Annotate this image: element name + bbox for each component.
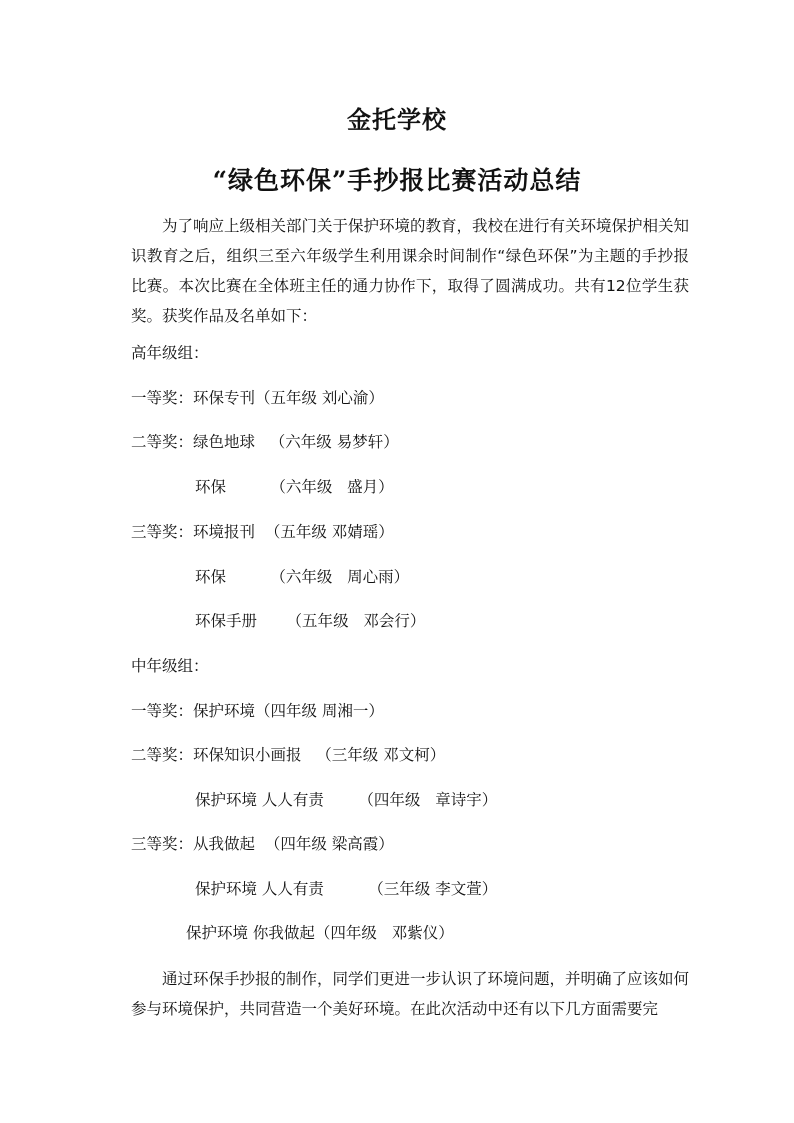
senior-third-prize-3: 环保手册 （五年级 邓会行）	[195, 612, 426, 630]
middle-first-prize: 一等奖：保护环境（四年级 周湘一）	[131, 702, 384, 720]
senior-third-prize-1: 三等奖：环境报刊 （五年级 邓婧瑶）	[131, 523, 394, 541]
middle-third-prize-2: 保护环境 人人有责 （三年级 李文萱）	[195, 880, 498, 898]
middle-second-prize-2: 保护环境 人人有责 （四年级 章诗宇）	[195, 791, 498, 809]
intro-paragraph: 为了响应上级相关部门关于保护环境的教育，我校在进行有关环境保护相关知识教育之后，组织三至六年级学生利用课余时间制作“绿色环保”为主题的手抄报比赛。本次比赛在全体班主任的通力协作下，取得了圆满成功。共有12位学生获奖。获奖作品及名单如下：	[131, 217, 690, 325]
document-title: “绿色环保”手抄报比赛活动总结	[212, 166, 582, 195]
school-title: 金托学校	[347, 105, 447, 134]
middle-third-prize-1: 三等奖：从我做起 （四年级 梁高霞）	[131, 835, 394, 853]
closing-paragraph: 通过环保手抄报的制作，同学们更进一步认识了环境问题，并明确了应该如何参与环境保护，共同营造一个美好环境。在此次活动中还有以下几方面需要完	[131, 970, 690, 1018]
senior-second-prize-1: 二等奖：绿色地球 （六年级 易梦轩）	[131, 433, 399, 451]
senior-group-heading: 高年级组：	[131, 344, 209, 362]
middle-group-heading: 中年级组：	[131, 657, 209, 675]
senior-second-prize-2: 环保 （六年级 盛月）	[195, 478, 394, 496]
senior-third-prize-2: 环保 （六年级 周心雨）	[195, 568, 410, 586]
middle-second-prize-1: 二等奖：环保知识小画报 （三年级 邓文柯）	[131, 746, 446, 764]
middle-third-prize-3: 保护环境 你我做起（四年级 邓紫仪）	[186, 924, 454, 942]
senior-first-prize: 一等奖：环保专刊（五年级 刘心渝）	[131, 389, 384, 407]
